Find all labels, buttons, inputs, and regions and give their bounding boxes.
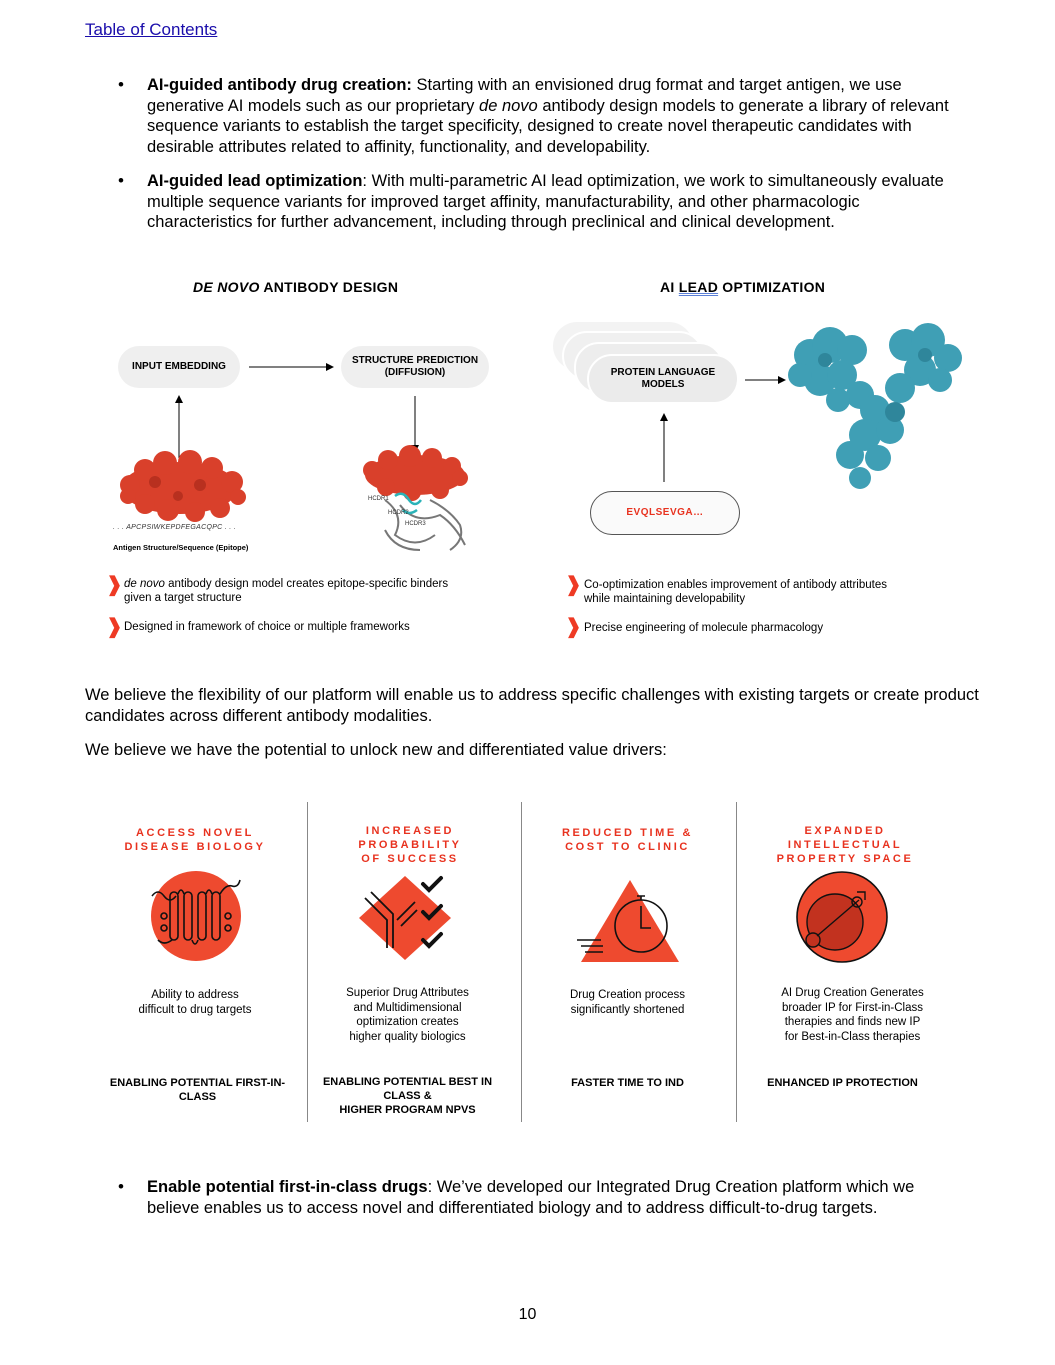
bullet-ai-lead-optimization: [118, 171, 968, 233]
bullet-body: : With multi-parametric AI lead optimization, we work to simultaneously evaluate multiple sequence variants for improved target affinity, manufacturability, and other pharmacologic characteristics for further advancement, including through preclinical and clinical development.: [147, 172, 944, 231]
paragraph-flexibility: We believe the flexibility of our platform will enable us to address specific challenges with existing targets or create product candidates across different antibody modalities.: [85, 686, 979, 725]
bullet-dot-icon: •: [118, 75, 124, 94]
bullet-heading: AI-guided lead optimization: [147, 172, 363, 190]
pill-label: INPUT EMBEDDING: [132, 361, 226, 372]
paragraph-value-drivers: We believe we have the potential to unlock new and differentiated value drivers:: [85, 741, 667, 759]
foot-line: ENHANCED IP PROTECTION: [767, 1077, 918, 1089]
foot-line: CLASS: [178, 1091, 217, 1103]
hcdr1-label: HCDR1: [368, 496, 389, 502]
right-caption-2: Precise engineering of molecule pharmacology: [584, 622, 824, 634]
pill-label: PROTEIN LANGUAGE: [610, 367, 716, 378]
value-driver-footer: [310, 1075, 505, 1117]
title-line: OF SUCCESS: [361, 853, 459, 865]
hcdr2-label: HCDR2: [388, 510, 409, 516]
bullet-italic: de novo: [479, 96, 538, 115]
foot-line: CLASS &: [383, 1090, 432, 1102]
left-caption-2: Designed in framework of choice or multiple frameworks: [124, 621, 410, 633]
value-driver-title: [525, 826, 730, 854]
bullet-heading: AI-guided antibody drug creation:: [147, 76, 412, 94]
title-line: INTELLECTUAL: [787, 839, 903, 851]
sequence-text: EVQLSEVGA…: [626, 507, 704, 518]
bullet-body: Starting with an envisioned drug format and target antigen, we use generative AI models such as our proprietary: [147, 76, 902, 115]
desc-line: for Best-in-Class therapies: [784, 1030, 921, 1043]
desc-line: broader IP for First-in-Class: [781, 1001, 924, 1014]
title-post: OPTIMIZATION: [718, 279, 826, 295]
title-line: ACCESS NOVEL: [136, 827, 254, 839]
bullet-text: [147, 75, 968, 157]
bullet-ai-guided-creation: [118, 75, 968, 157]
bullet-body: : We’ve developed our Integrated Drug Creation platform which we believe enables us to access novel and differentiated biology and to address difficult-to-drug targets.: [147, 1178, 915, 1217]
value-driver-footer: [525, 1076, 730, 1090]
foot-line: ENABLING POTENTIAL BEST IN: [322, 1076, 493, 1088]
foot-line: HIGHER PROGRAM NPVS: [339, 1104, 476, 1116]
right-caption-1: Co-optimization enables improvement of antibody attributes while maintaining developability: [584, 579, 887, 605]
hcdr3-label: HCDR3: [405, 521, 426, 527]
caption-text: antibody design model creates epitope-specific binders given a target structure: [124, 578, 449, 604]
foot-line: ENABLING POTENTIAL FIRST-IN-: [109, 1077, 286, 1089]
value-driver-description: [525, 988, 730, 1017]
value-driver-title: [95, 826, 295, 854]
title-underlined: LEAD: [678, 279, 719, 295]
expanding-circle-icon: [795, 870, 890, 965]
bullet-dot-icon: •: [118, 1177, 124, 1196]
column-divider: [736, 802, 737, 1122]
desc-line: higher quality biologics: [349, 1030, 466, 1043]
chevron-icon: ❱: [565, 574, 582, 596]
title-italic: DE NOVO: [193, 279, 260, 295]
desc-line: Ability to address: [151, 989, 239, 1001]
bullet-text: [147, 171, 968, 233]
value-driver-title: [745, 824, 945, 866]
bullet-heading: Enable potential first-in-class drugs: [147, 1178, 428, 1196]
pill-label: STRUCTURE PREDICTION: [351, 355, 479, 366]
title-line: DISEASE BIOLOGY: [124, 841, 266, 853]
bullet-dot-icon: •: [118, 171, 124, 190]
page-number: 10: [518, 1306, 537, 1323]
protein-language-models-pill: [588, 355, 738, 403]
desc-line: AI Drug Creation Generates: [781, 987, 924, 999]
antigen-sequence: . . . APCPSIWKEPDFEGACQPC . . .: [113, 524, 237, 531]
bullet-first-in-class: [118, 1177, 968, 1218]
chevron-icon: ❱: [565, 616, 582, 638]
figure-diagram: [0, 300, 1055, 580]
desc-line: difficult to drug targets: [138, 1003, 252, 1016]
title-rest: ANTIBODY DESIGN: [259, 279, 399, 295]
ai-lead-optimization-title: [660, 279, 825, 295]
column-divider: [307, 802, 308, 1122]
sequence-pill: [590, 491, 740, 535]
foot-line: FASTER TIME TO IND: [571, 1077, 684, 1089]
desc-line: significantly shortened: [570, 1003, 685, 1016]
membrane-protein-icon: [150, 870, 245, 965]
title-line: REDUCED TIME &: [561, 827, 694, 839]
de-novo-antibody-design-title: [193, 279, 398, 295]
bullet-body: antibody design models to generate a library of relevant sequence variants to establish the target specificity, designed to create novel therapeutic candidates with desirable attributes related to affinity, functionality, and developability.: [147, 96, 949, 156]
title-line: EXPANDED: [804, 825, 886, 837]
table-of-contents-link[interactable]: Table of Contents: [85, 20, 218, 39]
title-line: COST TO CLINIC: [565, 841, 690, 853]
value-driver-description: [310, 986, 505, 1044]
bullet-text: [147, 1177, 968, 1218]
value-driver-footer: [745, 1076, 940, 1090]
value-driver-title: [310, 824, 510, 866]
title-pre: AI: [660, 279, 679, 295]
value-driver-description: [95, 988, 295, 1017]
value-driver-footer: [95, 1076, 300, 1104]
value-driver-description: [745, 986, 960, 1044]
caption-italic: de novo: [124, 578, 165, 590]
desc-line: Superior Drug Attributes: [346, 987, 469, 999]
left-caption-1: [124, 577, 474, 605]
chevron-icon: ❱: [106, 574, 123, 596]
column-divider: [521, 802, 522, 1122]
title-line: PROBABILITY: [358, 839, 462, 851]
desc-line: Drug Creation process: [569, 989, 686, 1001]
antibody-structure-icon: [788, 323, 962, 489]
desc-line: optimization creates: [356, 1016, 459, 1028]
antigen-label: Antigen Structure/Sequence (Epitope): [113, 543, 249, 552]
antibody-checkmarks-icon: [355, 872, 455, 962]
title-line: PROPERTY SPACE: [776, 853, 914, 865]
stopwatch-triangle-icon: [575, 876, 685, 966]
chevron-icon: ❱: [106, 616, 123, 638]
pill-label: MODELS: [641, 379, 685, 390]
antigen-protein-icon: [120, 450, 246, 522]
pill-label: (DIFFUSION): [384, 367, 446, 378]
desc-line: and Multidimensional: [353, 1001, 462, 1014]
desc-line: therapies and finds new IP: [784, 1016, 921, 1028]
title-line: INCREASED: [365, 825, 455, 837]
